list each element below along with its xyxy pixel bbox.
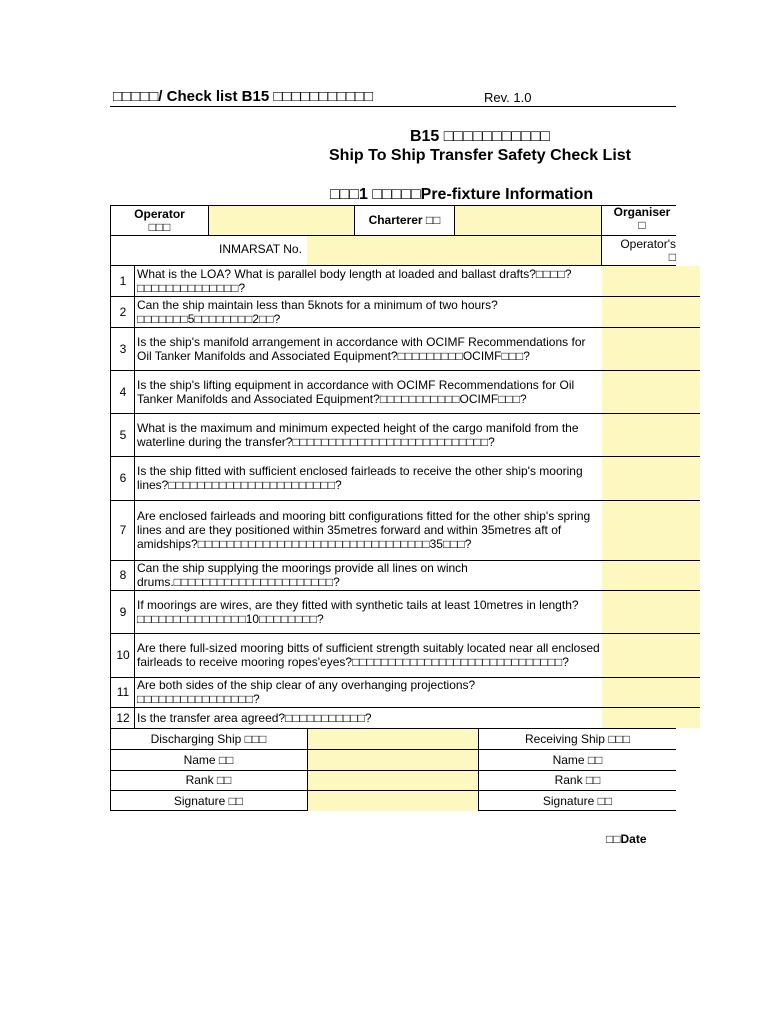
question-text: Is the ship's lifting equipment in accordance with OCIMF Recommendations for Oil Tanker Manifolds and Associated Equipment?□□□□□□□□□□□OCIMF□□□? [137, 377, 575, 406]
receiving-name-label: Name □□ [552, 752, 603, 767]
question-answer-field[interactable] [602, 633, 700, 677]
question-answer-field[interactable] [602, 370, 700, 413]
charterer-field[interactable] [454, 205, 602, 236]
question-text: Is the ship's manifold arrangement in accordance with OCIMF Recommendations for Oil Tanker Manifolds and Associated Equipment?□□□□□□□□□OCIMF□□□? [137, 334, 586, 363]
discharging-name-label: Name □□ [183, 752, 234, 767]
discharging-rank-label: Rank □□ [185, 773, 232, 787]
discharging-ship-field[interactable] [308, 729, 478, 749]
discharging-ship-label: Discharging Ship □□□ [150, 731, 267, 746]
question-text: Can the ship maintain less than 5knots for a minimum of two hours?□□□□□□□5□□□□□□□□2□□? [137, 297, 498, 326]
question-number: 10 [116, 648, 130, 662]
page-title-line1: B15 □□□□□□□□□□□ [409, 128, 551, 145]
question-text: Are enclosed fairleads and mooring bitt configurations fitted for the other ship's spring lines and are they positioned within 35metres forward and within 35metres aft of amidships?□□□□□□□□□□□□□□□□□□□□□□□□□□□□□□□□35□□□? [137, 509, 591, 551]
question-text: Is the transfer area agreed?□□□□□□□□□□□? [137, 710, 372, 725]
operator-label: Operator [134, 206, 185, 221]
operators-label: Operator's [620, 237, 676, 251]
question-answer-field[interactable] [602, 456, 700, 500]
operators-sublabel: □ [668, 250, 676, 264]
question-number: 9 [119, 604, 127, 619]
question-text: Is the ship fitted with sufficient enclosed fairleads to receive the other ship's mooring lines?□□□□□□□□□□□□□□□□□□□□□□□? [137, 464, 583, 492]
question-number: 4 [119, 384, 127, 399]
header-divider [110, 106, 676, 107]
question-answer-field[interactable] [602, 266, 700, 296]
question-number: 7 [119, 523, 127, 537]
document-header-title: □□□□□/ Check list B15 □□□□□□□□□□□ [113, 88, 374, 105]
revision-label: Rev. 1.0 [484, 90, 532, 105]
discharging-rank-field[interactable] [308, 771, 478, 790]
question-number: 8 [119, 568, 127, 582]
question-text: Are both sides of the ship clear of any overhanging projections? □□□□□□□□□□□□□□□□? [137, 678, 476, 706]
question-answer-field[interactable] [602, 560, 700, 590]
question-text: If moorings are wires, are they fitted with synthetic tails at least 10metres in length?□□□□□□□□□□□□□□□10□□□□□□□□? [137, 597, 579, 626]
operator-field[interactable] [208, 205, 355, 236]
receiving-rank-label: Rank □□ [554, 773, 601, 787]
charterer-label: Charterer □□ [368, 213, 441, 227]
discharging-signature-field[interactable] [308, 791, 478, 811]
receiving-ship-label: Receiving Ship □□□ [524, 731, 631, 746]
organiser-cell [601, 205, 676, 236]
page-title-line2: Ship To Ship Transfer Safety Check List [329, 147, 631, 164]
question-number: 3 [119, 341, 127, 356]
receiving-signature-label: Signature □□ [542, 793, 613, 808]
question-number: 1 [119, 274, 127, 288]
discharging-signature-label: Signature □□ [173, 793, 244, 808]
question-number: 5 [119, 427, 127, 442]
section-title: □□□1 □□□□□Pre-fixture Information [330, 186, 594, 203]
question-text: What is the maximum and minimum expected height of the cargo manifold from the waterline during the transfer?□□□□□□□□□□□□□□□□□□□□□□□□□□□? [137, 420, 579, 449]
operators-cell [601, 235, 676, 266]
charterer-cell [354, 205, 455, 236]
question-answer-field[interactable] [602, 707, 700, 728]
operator-sublabel: □□□ [148, 219, 171, 234]
organiser-sublabel: □ [638, 218, 646, 232]
question-answer-field[interactable] [602, 327, 700, 370]
question-text: Are there full-sized mooring bitts of sufficient strength suitably located near all enclosed fairleads to receive mooring ropes'eyes?□□□□□□□□□□□□□□□□□□□□□□□□□□□□□? [137, 641, 600, 669]
inmarsat-label: INMARSAT No. [219, 243, 302, 256]
question-number: 11 [116, 685, 130, 699]
operator-cell [110, 205, 209, 236]
question-text: Can the ship supplying the moorings provide all lines on winch drums.□□□□□□□□□□□□□□□□□□□□□□? [137, 561, 468, 589]
question-text: What is the LOA? What is parallel body length at loaded and ballast drafts?□□□□?□□□□□□□□□□□□□□? [137, 267, 572, 295]
question-number: 6 [119, 471, 127, 485]
organiser-label: Organiser [613, 205, 671, 219]
question-answer-field[interactable] [602, 500, 700, 560]
question-number: 2 [119, 304, 127, 319]
date-label: □□Date [606, 832, 647, 846]
question-answer-field[interactable] [602, 296, 700, 327]
inmarsat-field[interactable] [307, 236, 601, 265]
question-answer-field[interactable] [602, 590, 700, 633]
discharging-name-field[interactable] [308, 750, 478, 770]
question-answer-field[interactable] [602, 413, 700, 456]
question-answer-field[interactable] [602, 677, 700, 707]
question-number: 12 [116, 710, 130, 725]
